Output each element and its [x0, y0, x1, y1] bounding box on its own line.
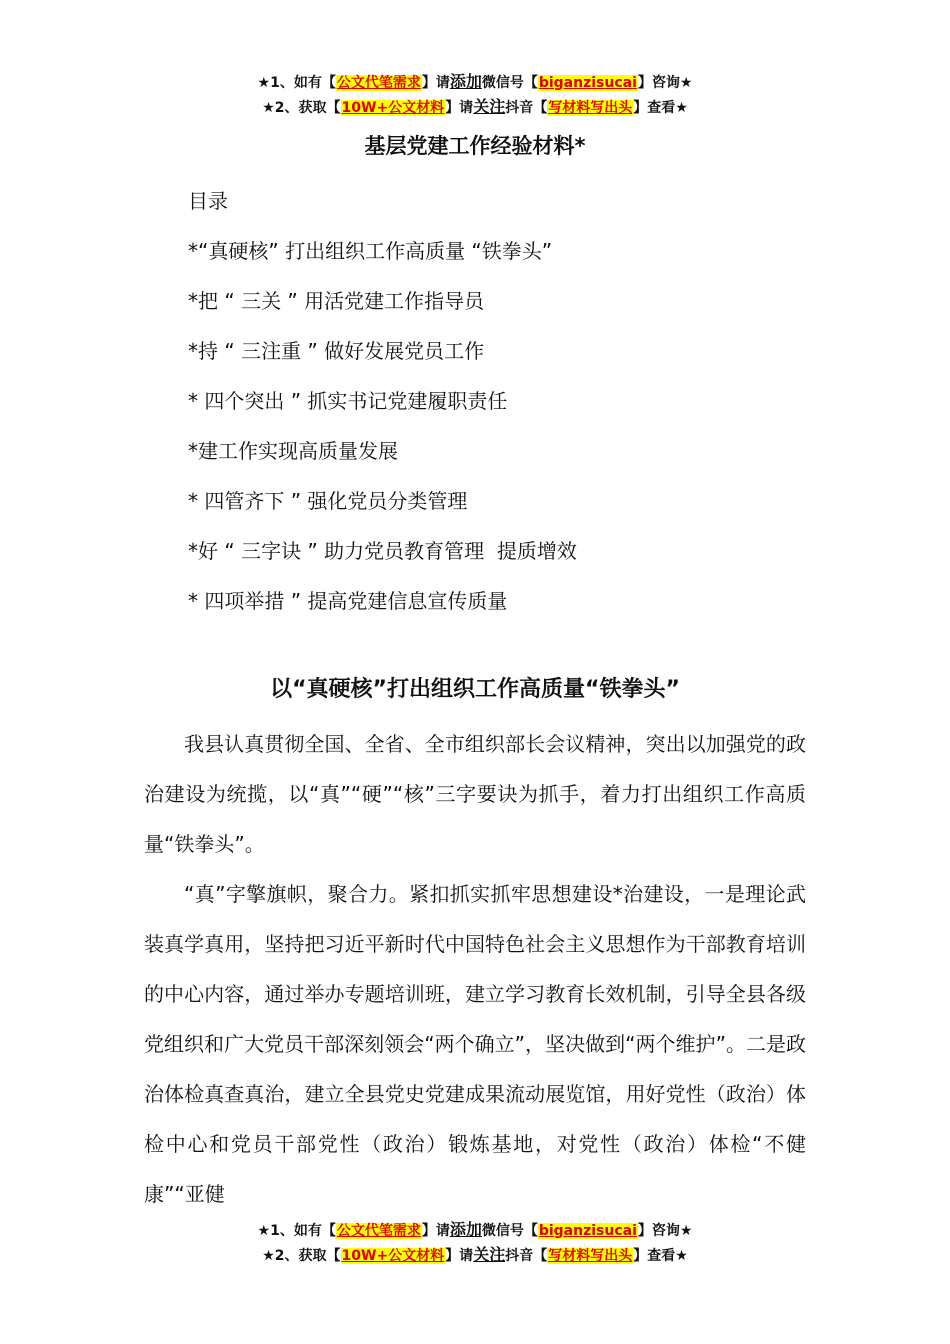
banner-text: 抖音【 — [505, 100, 548, 116]
banner-text: 】咨询★ — [637, 1223, 693, 1239]
banner-highlight: 公文代笔需求 — [336, 75, 421, 91]
banner-highlight: 公文代笔需求 — [336, 1223, 421, 1239]
wechat-id-highlight: biganzisucai — [538, 1223, 637, 1239]
toc-item: * 四项举措 ” 提高党建信息宣传质量 — [188, 589, 508, 613]
wechat-id-highlight: biganzisucai — [538, 75, 637, 91]
toc-item: *“真硬核” 打出组织工作高质量 “铁拳头” — [188, 239, 553, 263]
banner-text: ★1、如有【 — [257, 1223, 336, 1239]
banner-text: 】请 — [421, 75, 450, 91]
banner-line-1 — [0, 70, 950, 95]
banner-line-1 — [0, 1218, 950, 1243]
banner-underlined: 添加 — [449, 72, 482, 91]
banner-highlight: 10W+公文材料 — [341, 100, 445, 116]
banner-text: ★1、如有【 — [257, 75, 336, 91]
toc-heading: 目录 — [188, 189, 228, 213]
document-title: 基层党建工作经验材料* — [364, 134, 586, 158]
banner-highlight: 10W+公文材料 — [341, 1248, 445, 1264]
banner-text: 】请 — [421, 1223, 450, 1239]
toc-item: *好 “ 三字诀 ” 助力党员教育管理 提质增效 — [188, 539, 577, 563]
paragraph: “真”字擎旗帜，聚合力。紧扣抓实抓牢思想建设*治建设，一是理论武装真学真用，坚持把习近平新时代中国特色社会主义思想作为干部教育培训的中心内容，通过举办专题培训班，建立学习教育长效机制，引导全县各级党组织和广大党员干部深刻领会“两个确立”，坚决做到“两个维护”。二是政治体检真查真治，建立全县党史党建成果流动展览馆，用好党性（政治）体检中心和党员干部党性（政治）锻炼基地，对党性（政治）体检“不健康”“亚健 — [144, 882, 806, 1206]
banner-underlined: 关注 — [473, 97, 506, 116]
banner-text: ★2、获取【 — [262, 1248, 341, 1264]
banner-line-2 — [0, 1243, 950, 1268]
paragraph: 我县认真贯彻全国、全省、全市组织部长会议精神，突出以加强党的政治建设为统揽，以“真”“硬”“核”三字要诀为抓手，着力打出组织工作高质量“铁拳头”。 — [144, 732, 806, 856]
toc-item: * 四管齐下 ” 强化党员分类管理 — [188, 489, 468, 513]
section-title: 以“真硬核”打出组织工作高质量“铁拳头” — [270, 677, 680, 702]
banner-text: 】查看★ — [633, 100, 688, 116]
banner-underlined: 关注 — [473, 1245, 506, 1264]
banner-text: 微信号【 — [481, 1223, 538, 1239]
banner-text: 抖音【 — [505, 1248, 548, 1264]
table-of-contents — [188, 176, 577, 626]
header-banner — [0, 70, 950, 120]
banner-underlined: 添加 — [449, 1220, 482, 1239]
banner-text: ★2、获取【 — [262, 100, 341, 116]
body-text — [144, 719, 806, 1219]
toc-item: *把 “ 三关 ” 用活党建工作指导员 — [188, 289, 485, 313]
douyin-id-highlight: 写材料写出头 — [548, 1248, 633, 1264]
banner-text: 微信号【 — [481, 75, 538, 91]
banner-text: 】咨询★ — [637, 75, 693, 91]
toc-item: *建工作实现高质量发展 — [188, 439, 398, 463]
banner-text: 】请 — [445, 100, 474, 116]
footer-banner — [0, 1218, 950, 1268]
douyin-id-highlight: 写材料写出头 — [548, 100, 633, 116]
banner-text: 】查看★ — [633, 1248, 688, 1264]
banner-line-2 — [0, 95, 950, 120]
toc-item: * 四个突出 ” 抓实书记党建履职责任 — [188, 389, 508, 413]
banner-text: 】请 — [445, 1248, 474, 1264]
toc-item: *持 “ 三注重 ” 做好发展党员工作 — [188, 339, 485, 363]
